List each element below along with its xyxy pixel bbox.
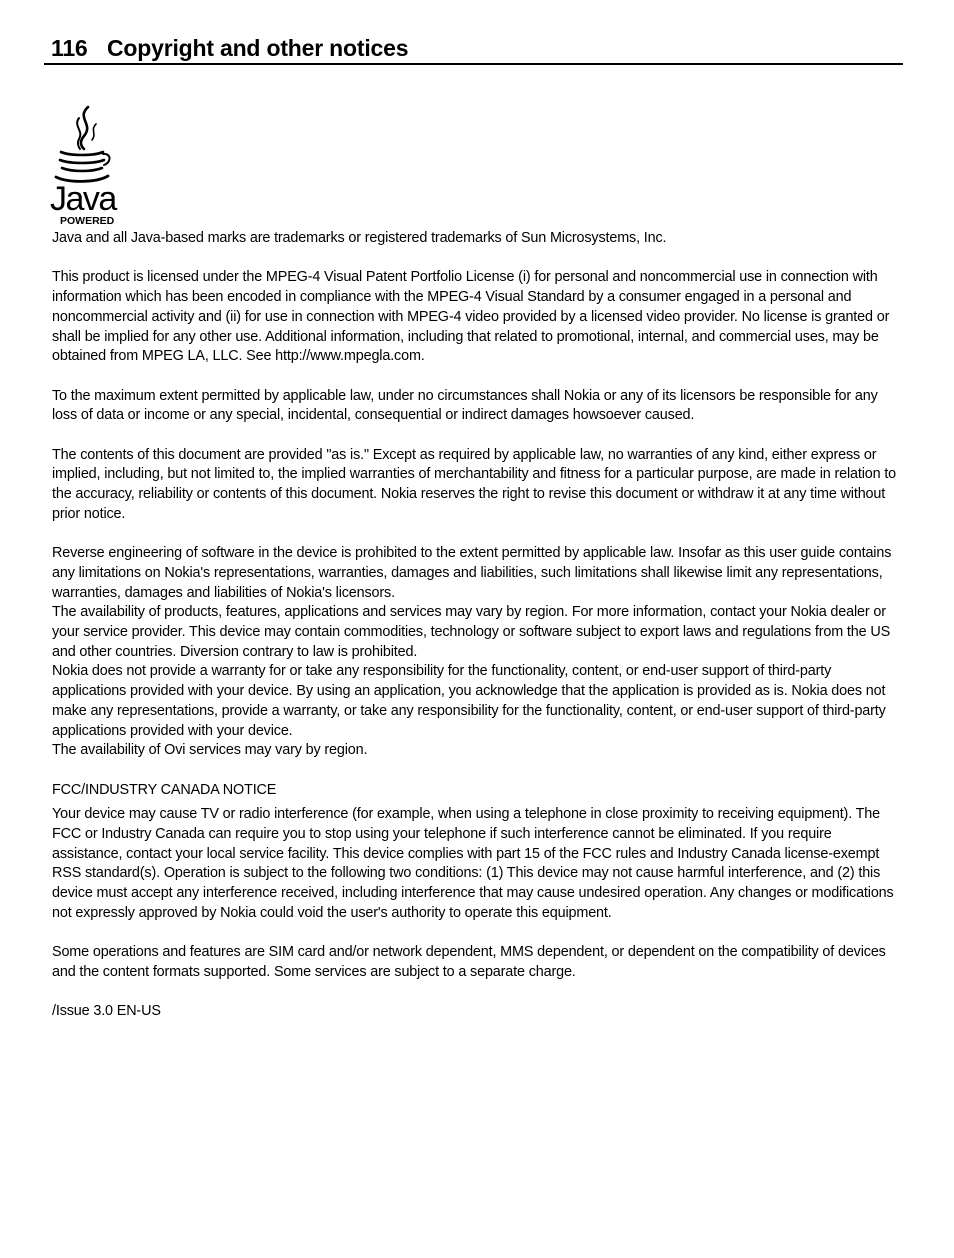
liability-paragraph: To the maximum extent permitted by applicable law, under no circumstances shall Nokia or any of its licensors be responsible for any loss of data or income or any special, incidental, consequential or indirect damages howsoever caused. xyxy=(52,387,878,424)
issue-label: /Issue 3.0 EN-US xyxy=(52,1003,161,1020)
sim-dependent-paragraph: Some operations and features are SIM card and/or network dependent, MMS dependent, or dependent on the compatibility of devices and the content formats supported. Some services are subject to a separate charge. xyxy=(52,944,886,980)
fcc-notice-paragraph: Your device may cause TV or radio interference (for example, when using a telephone in close proximity to receiving equipment). The FCC or Industry Canada can require you to stop using your telephone if such interference cannot be eliminated. If you require assistance, contact your local service facility. This device complies with part 15 of the FCC rules and Industry Canada license-exempt RSS standard(s). Operation is subject to the following two conditions: (1) This device may not cause harmful interference, and (2) this device must accept any interference received, including interference that may cause undesired operation. Any changes or modifications not expressly approved by Nokia could void the user's authority to operate this equipment. xyxy=(52,806,894,921)
reverse-engineering-paragraph: Reverse engineering of software in the device is prohibited to the extent permitted by applicable law. Insofar as this user guide contains any limitations on Nokia's representations, warranties, damages and liabilities, such limitations shall likewise limit any representations, warranties, damages and liabilities of Nokia's licensors. xyxy=(52,545,892,601)
third-party-paragraph: Nokia does not provide a warranty for or take any responsibility for the functionality, content, or end-user support of third-party applications provided with your device. By using an application, you acknowledge that the application is provided as is. Nokia does not make any representations, provide a warranty, or take any responsibility for the functionality, content, or end-user support of third-party applications provided with your device. xyxy=(52,663,886,739)
availability-paragraph: The availability of products, features, applications and services may vary by region. For more information, contact your Nokia dealer or your service provider. This device may contain commodities, technology or software subject to export laws and regulations from the US and other countries. Diversion contrary to law is prohibited. xyxy=(52,604,891,660)
page-header xyxy=(44,33,903,65)
notices-body xyxy=(52,229,900,1022)
java-logo-subtitle: POWERED xyxy=(60,215,115,227)
page-title: Copyright and other notices xyxy=(107,35,409,61)
java-trademark-paragraph: Java and all Java-based marks are trademarks or registered trademarks of Sun Microsystems, Inc. xyxy=(52,230,667,246)
mpeg4-license-paragraph: This product is licensed under the MPEG-4 Visual Patent Portfolio License (i) for personal and noncommercial use in connection with information which has been encoded in compliance with the MPEG-4 Visual Standard by a consumer engaged in a personal and noncommercial activity and (ii) for use in connection with MPEG-4 video provided by a licensed video provider. No license is granted or shall be implied for any other use. Additional information, including that related to promotional, internal, and commercial uses, may be obtained from MPEG LA, LLC. See http://www.mpegla.com. xyxy=(52,269,890,365)
java-logo-wordmark: Java xyxy=(50,180,116,218)
fcc-notice-title: FCC/INDUSTRY CANADA NOTICE xyxy=(52,781,277,798)
page-number: 116 xyxy=(51,35,88,61)
ovi-paragraph: The availability of Ovi services may vary by region. xyxy=(52,742,368,759)
java-powered-logo xyxy=(50,104,114,228)
as-is-paragraph: The contents of this document are provided "as is." Except as required by applicable law, no warranties of any kind, either express or implied, including, but not limited to, the implied warranties of merchantability and fitness for a particular purpose, are made in relation to the accuracy, reliability or contents of this document. Nokia reserves the right to revise this document or withdraw it at any time without prior notice. xyxy=(52,446,897,522)
